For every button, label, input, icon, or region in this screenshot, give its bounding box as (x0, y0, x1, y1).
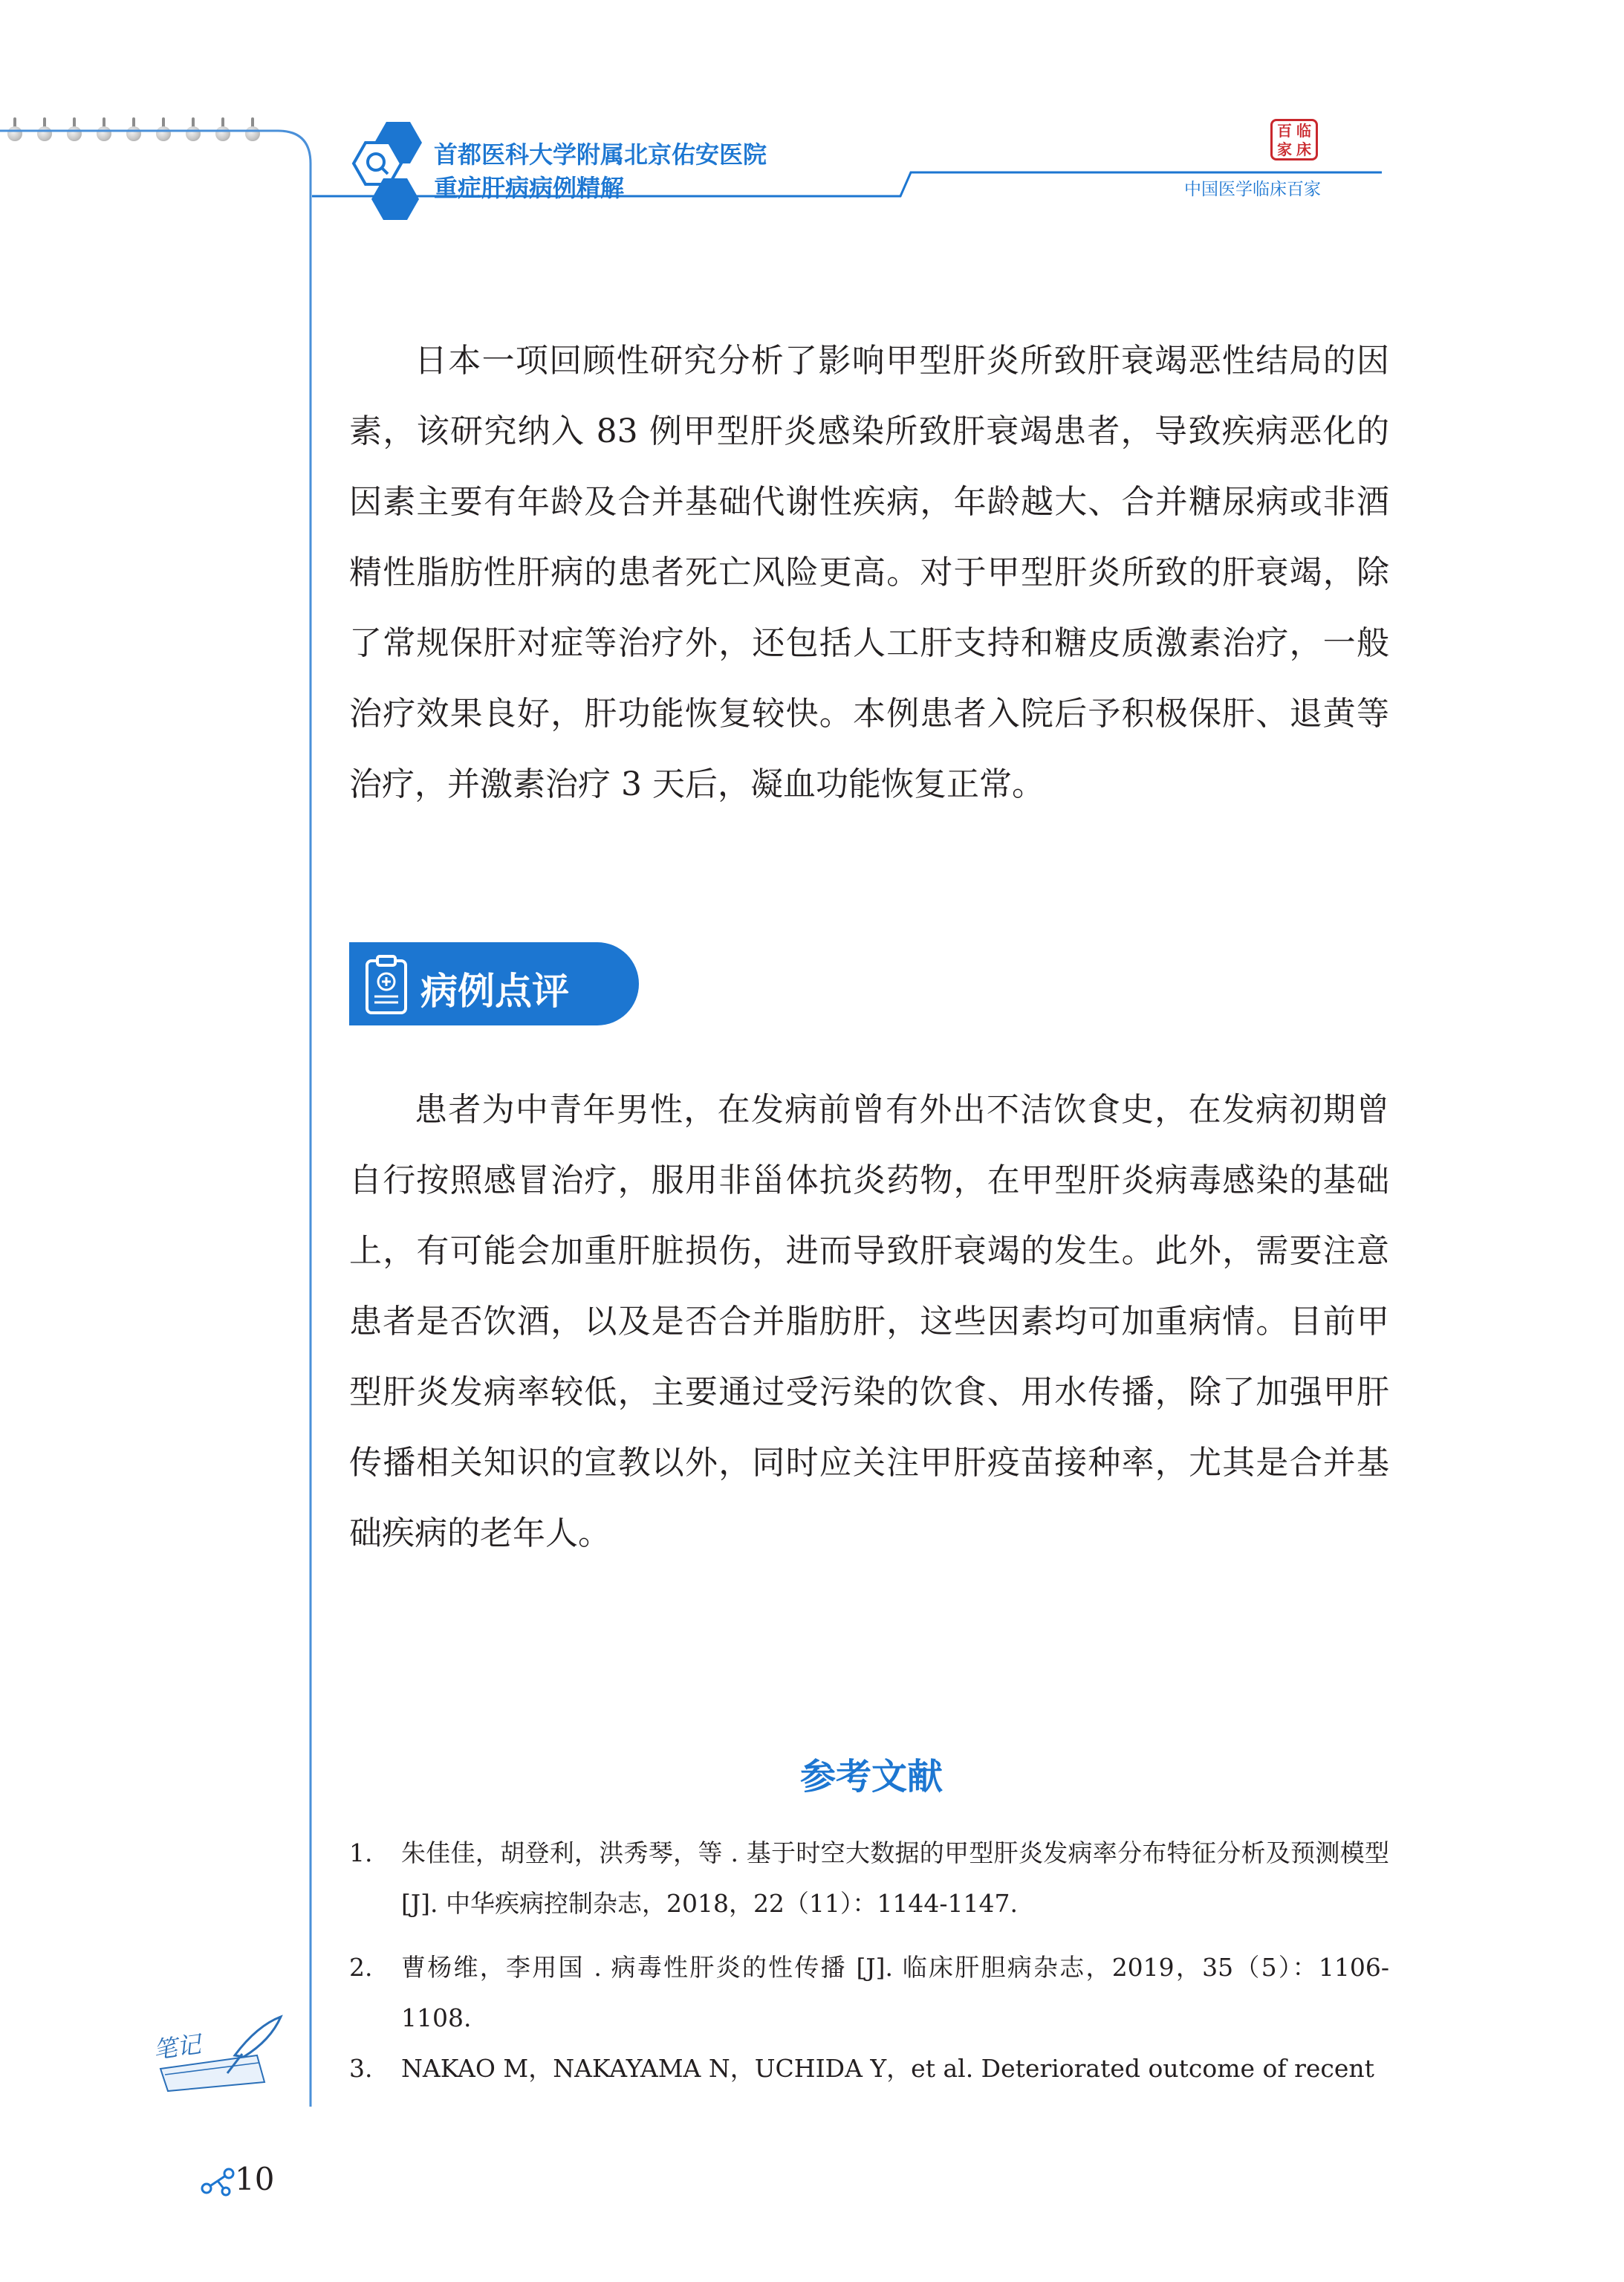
reference-item (349, 2043, 1389, 2095)
header-book-title-line1: 首都医科大学附属北京佑安医院 (434, 140, 767, 169)
seal-char: 床 (1296, 140, 1311, 158)
reference-number: 2. (349, 1953, 373, 1982)
page-number: 10 (235, 2161, 275, 2197)
seal-char: 百 (1277, 121, 1292, 140)
molecule-icon (199, 2166, 236, 2199)
header-series-name: 中国医学临床百家 (1184, 180, 1321, 199)
reference-number: 3. (349, 2054, 373, 2083)
reference-text: 曹杨维，李用国 . 病毒性肝炎的性传播 [J]. 临床肝胆病杂志，2019，35（5）：1106-1108. (401, 1953, 1389, 2032)
body-paragraph-1: 日本一项回顾性研究分析了影响甲型肝炎所致肝衰竭恶性结局的因素，该研究纳入 83 例甲型肝炎感染所致肝衰竭患者，导致疾病恶化的因素主要有年龄及合并基础代谢性疾病，年龄越大、合并糖尿病或非酒精性脂肪性肝病的患者死亡风险更高。对于甲型肝炎所致的肝衰竭，除了常规保肝对症等治疗外，还包括人工肝支持和糖皮质激素治疗，一般治疗效果良好，肝功能恢复较快。本例患者入院后予积极保肝、退黄等治疗，并激素治疗 3 天后，凝血功能恢复正常。 (349, 342, 1389, 803)
hospital-logo-icon (349, 117, 438, 221)
reference-item (349, 1828, 1389, 1932)
reference-text: NAKAO M，NAKAYAMA N，UCHIDA Y，et al. Deteriorated outcome of recent (401, 2054, 1374, 2083)
reference-text: 朱佳佳，胡登利，洪秀琴，等 . 基于时空大数据的甲型肝炎发病率分布特征分析及预测模型 [J]. 中华疾病控制杂志，2018，22（11）：1144-1147. (401, 1838, 1389, 1918)
series-seal-logo (1270, 119, 1318, 161)
body-paragraph-2: 患者为中青年男性，在发病前曾有外出不洁饮食史，在发病初期曾自行按照感冒治疗，服用非甾体抗炎药物，在甲型肝炎病毒感染的基础上，有可能会加重肝脏损伤，进而导致肝衰竭的发生。此外，需要注意患者是否饮酒，以及是否合并脂肪肝，这些因素均可加重病情。目前甲型肝炎发病率较低，主要通过受污染的饮食、用水传播，除了加强甲肝传播相关知识的宣教以外，同时应关注甲肝疫苗接种率，尤其是合并基础疾病的老年人。 (349, 1091, 1389, 1552)
references-title: 参考文献 (799, 1756, 943, 1798)
clipboard-medical-icon (363, 953, 410, 1016)
seal-char: 家 (1277, 140, 1292, 158)
notes-label: 笔记 (151, 2029, 203, 2065)
header-book-title-line2: 重症肝病病例精解 (434, 174, 625, 202)
section-title: 病例点评 (420, 970, 569, 1013)
reference-item (349, 1942, 1389, 2046)
seal-char: 临 (1296, 121, 1311, 140)
reference-number: 1. (349, 1838, 373, 1867)
